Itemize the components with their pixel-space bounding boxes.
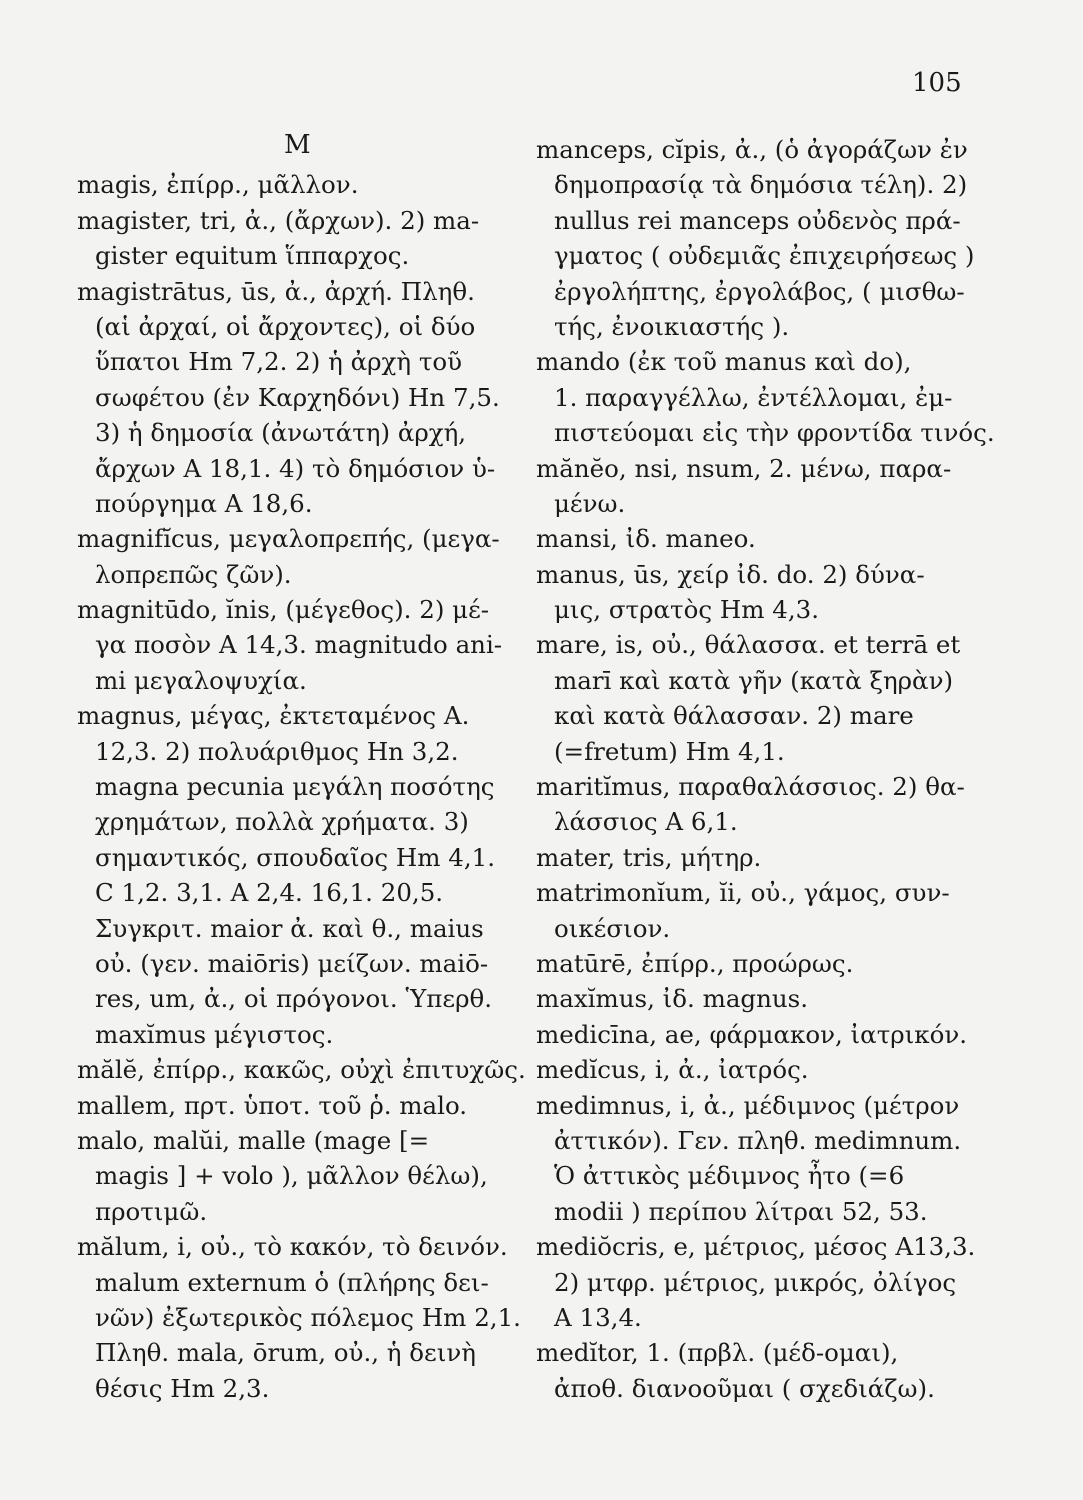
dictionary-line: Συγκριτ. maior ἀ. καὶ θ., maius (95, 913, 484, 943)
line-spacer (77, 132, 492, 167)
dictionary-line: matūrē, ἐπίρρ., προώρως. (536, 948, 854, 978)
page-number: 105 (912, 68, 962, 98)
dictionary-line: (αἱ ἀρχαί, οἱ ἄρχοντες), οἱ δύο (95, 311, 476, 341)
dictionary-line: γα ποσὸν A 14,3. magnitudo ani- (95, 630, 503, 660)
dictionary-line: ἀττικόν). Γεν. πληθ. medimnum. (554, 1125, 962, 1155)
dictionary-line: mălum, i, οὐ., τὸ κακόν, τὸ δεινόν. (77, 1232, 508, 1262)
dictionary-line: A 13,4. (554, 1302, 642, 1332)
dictionary-line: malo, malŭi, malle (mage [= (77, 1125, 430, 1155)
dictionary-line: C 1,2. 3,1. A 2,4. 16,1. 20,5. (95, 878, 444, 908)
dictionary-line: ὕπατοι Hm 7,2. 2) ἡ ἀρχὴ τοῦ (95, 347, 463, 377)
dictionary-line: matrimonĭum, ĭi, οὐ., γάμος, συν- (536, 878, 950, 908)
dictionary-line: medicīna, ae, φάρμακον, ἰατρικόν. (536, 1019, 968, 1049)
dictionary-line: 1. παραγγέλλω, ἐντέλλομαι, ἐμ- (554, 382, 953, 412)
dictionary-line: magister, tri, ἀ., (ἄρχων). 2) ma- (77, 205, 480, 235)
dictionary-line: (=fretum) Hm 4,1. (554, 736, 785, 766)
dictionary-line: πούργημα A 18,6. (95, 488, 313, 518)
dictionary-line: νῶν) ἐξωτερικὸς πόλεμος Hm 2,1. (95, 1302, 521, 1332)
dictionary-line: ἀποθ. διανοοῦμαι ( σχεδιάζω). (554, 1373, 935, 1403)
right-column (536, 132, 995, 1406)
dictionary-line: mallem, πρτ. ὑποτ. τοῦ ῥ. malo. (77, 1090, 468, 1120)
dictionary-line: magnifĭcus, μεγαλοπρεπής, (μεγα- (77, 524, 500, 554)
dictionary-line: medĭcus, i, ἀ., ἰατρός. (536, 1055, 809, 1085)
dictionary-line: Πληθ. mala, ōrum, οὐ., ἡ δεινὴ (95, 1338, 476, 1368)
dictionary-line: μένω. (554, 488, 626, 518)
dictionary-line: magis ] + volo ), μᾶλλον θέλω), (95, 1161, 488, 1191)
dictionary-line: magistrātus, ūs, ἀ., ἀρχή. Πληθ. (77, 276, 475, 306)
dictionary-line: maritĭmus, παραθαλάσσιος. 2) θα- (536, 772, 965, 802)
dictionary-line: manus, ūs, χείρ ἰδ. do. 2) δύνα- (536, 559, 925, 589)
dictionary-line: λοπρεπῶς ζῶν). (95, 559, 292, 589)
dictionary-line: 3) ἡ δημοσία (ἀνωτάτη) ἀρχή, (95, 418, 467, 448)
dictionary-line: mater, tris, μήτηρ. (536, 842, 762, 872)
dictionary-line: malum externum ὁ (πλήρης δει- (95, 1267, 489, 1297)
dictionary-line: gister equitum ἵππαρχος. (95, 241, 410, 271)
dictionary-line: ἐργολήπτης, ἐργολάβος, ( μισθω- (554, 276, 965, 306)
dictionary-line: λάσσιος A 6,1. (554, 807, 738, 837)
dictionary-line: Ὁ ἀττικὸς μέδιμνος ἦτο (=6 (554, 1161, 905, 1191)
dictionary-line: μις, στρατὸς Hm 4,3. (554, 595, 820, 625)
dictionary-line: πιστεύομαι εἰς τὴν φροντίδα τινός. (554, 418, 995, 448)
dictionary-line: τής, ἐνοικιαστής ). (554, 311, 790, 341)
dictionary-line: 2) μτφρ. μέτριος, μικρός, ὀλίγος (554, 1267, 957, 1297)
letter-heading: M (284, 130, 311, 160)
dictionary-line: σωφέτου (ἐν Καρχηδόνι) Hn 7,5. (95, 382, 500, 412)
dictionary-line: manceps, cĭpis, ἀ., (ὁ ἀγοράζων ἐν (536, 135, 968, 164)
dictionary-line: mi μεγαλοψυχία. (95, 665, 307, 695)
dictionary-line: ἄρχων A 18,1. 4) τὸ δημόσιον ὑ- (95, 453, 496, 483)
dictionary-line: οικέσιον. (554, 913, 671, 943)
dictionary-line: maxĭmus, ἰδ. magnus. (536, 984, 809, 1014)
dictionary-line: mălĕ, ἐπίρρ., κακῶς, οὐχὶ ἐπιτυχῶς. (77, 1055, 526, 1085)
dictionary-line: οὐ. (γεν. maiōris) μείζων. maiō- (95, 948, 489, 978)
dictionary-line: mare, is, οὐ., θάλασσα. et terrā et (536, 630, 961, 660)
dictionary-line: mănĕo, nsi, nsum, 2. μένω, παρα- (536, 453, 952, 483)
dictionary-line: mansi, ἰδ. maneo. (536, 524, 756, 554)
dictionary-line: χρημάτων, πολλὰ χρήματα. 3) (95, 807, 469, 837)
dictionary-line: καὶ κατὰ θάλασσαν. 2) mare (554, 701, 914, 731)
dictionary-line: magnitūdo, ĭnis, (μέγεθος). 2) μέ- (77, 595, 490, 625)
dictionary-line: modii ) περίπου λίτραι 52, 53. (554, 1196, 928, 1226)
dictionary-line: γματος ( οὐδεμιᾶς ἐπιχειρήσεως ) (554, 241, 975, 271)
dictionary-line: marī καὶ κατὰ γῆν (κατὰ ξηρὰν) (554, 665, 954, 695)
dictionary-line: προτιμῶ. (95, 1196, 208, 1226)
dictionary-line: medĭtor, 1. (πρβλ. (μέδ-ομαι), (536, 1338, 899, 1368)
dictionary-line: magis, ἐπίρρ., μᾶλλον. (77, 170, 359, 200)
dictionary-line: medimnus, i, ἀ., μέδιμνος (μέτρον (536, 1090, 960, 1120)
dictionary-line: θέσις Hm 2,3. (95, 1373, 270, 1403)
left-column (77, 132, 526, 1406)
dictionary-line: δημοπρασίᾳ τὰ δημόσια τέλη). 2) (554, 170, 968, 200)
dictionary-line: magnus, μέγας, ἐκτεταμένος A. (77, 701, 470, 731)
dictionary-line: mediŏcris, e, μέτριος, μέσος A13,3. (536, 1232, 976, 1262)
dictionary-line: mando (ἐκ τοῦ manus καὶ do), (536, 347, 912, 377)
dictionary-line: σημαντικός, σπουδαῖος Hm 4,1. (95, 842, 496, 872)
dictionary-line: maxĭmus μέγιστος. (95, 1019, 334, 1049)
dictionary-line: res, um, ἀ., οἱ πρόγονοι. Ὑπερθ. (95, 984, 493, 1014)
dictionary-line: nullus rei manceps οὐδενὸς πρά- (554, 205, 961, 235)
dictionary-line: magna pecunia μεγάλη ποσότης (95, 772, 495, 802)
dictionary-line: 12,3. 2) πολυάριθμος Hn 3,2. (95, 736, 459, 766)
